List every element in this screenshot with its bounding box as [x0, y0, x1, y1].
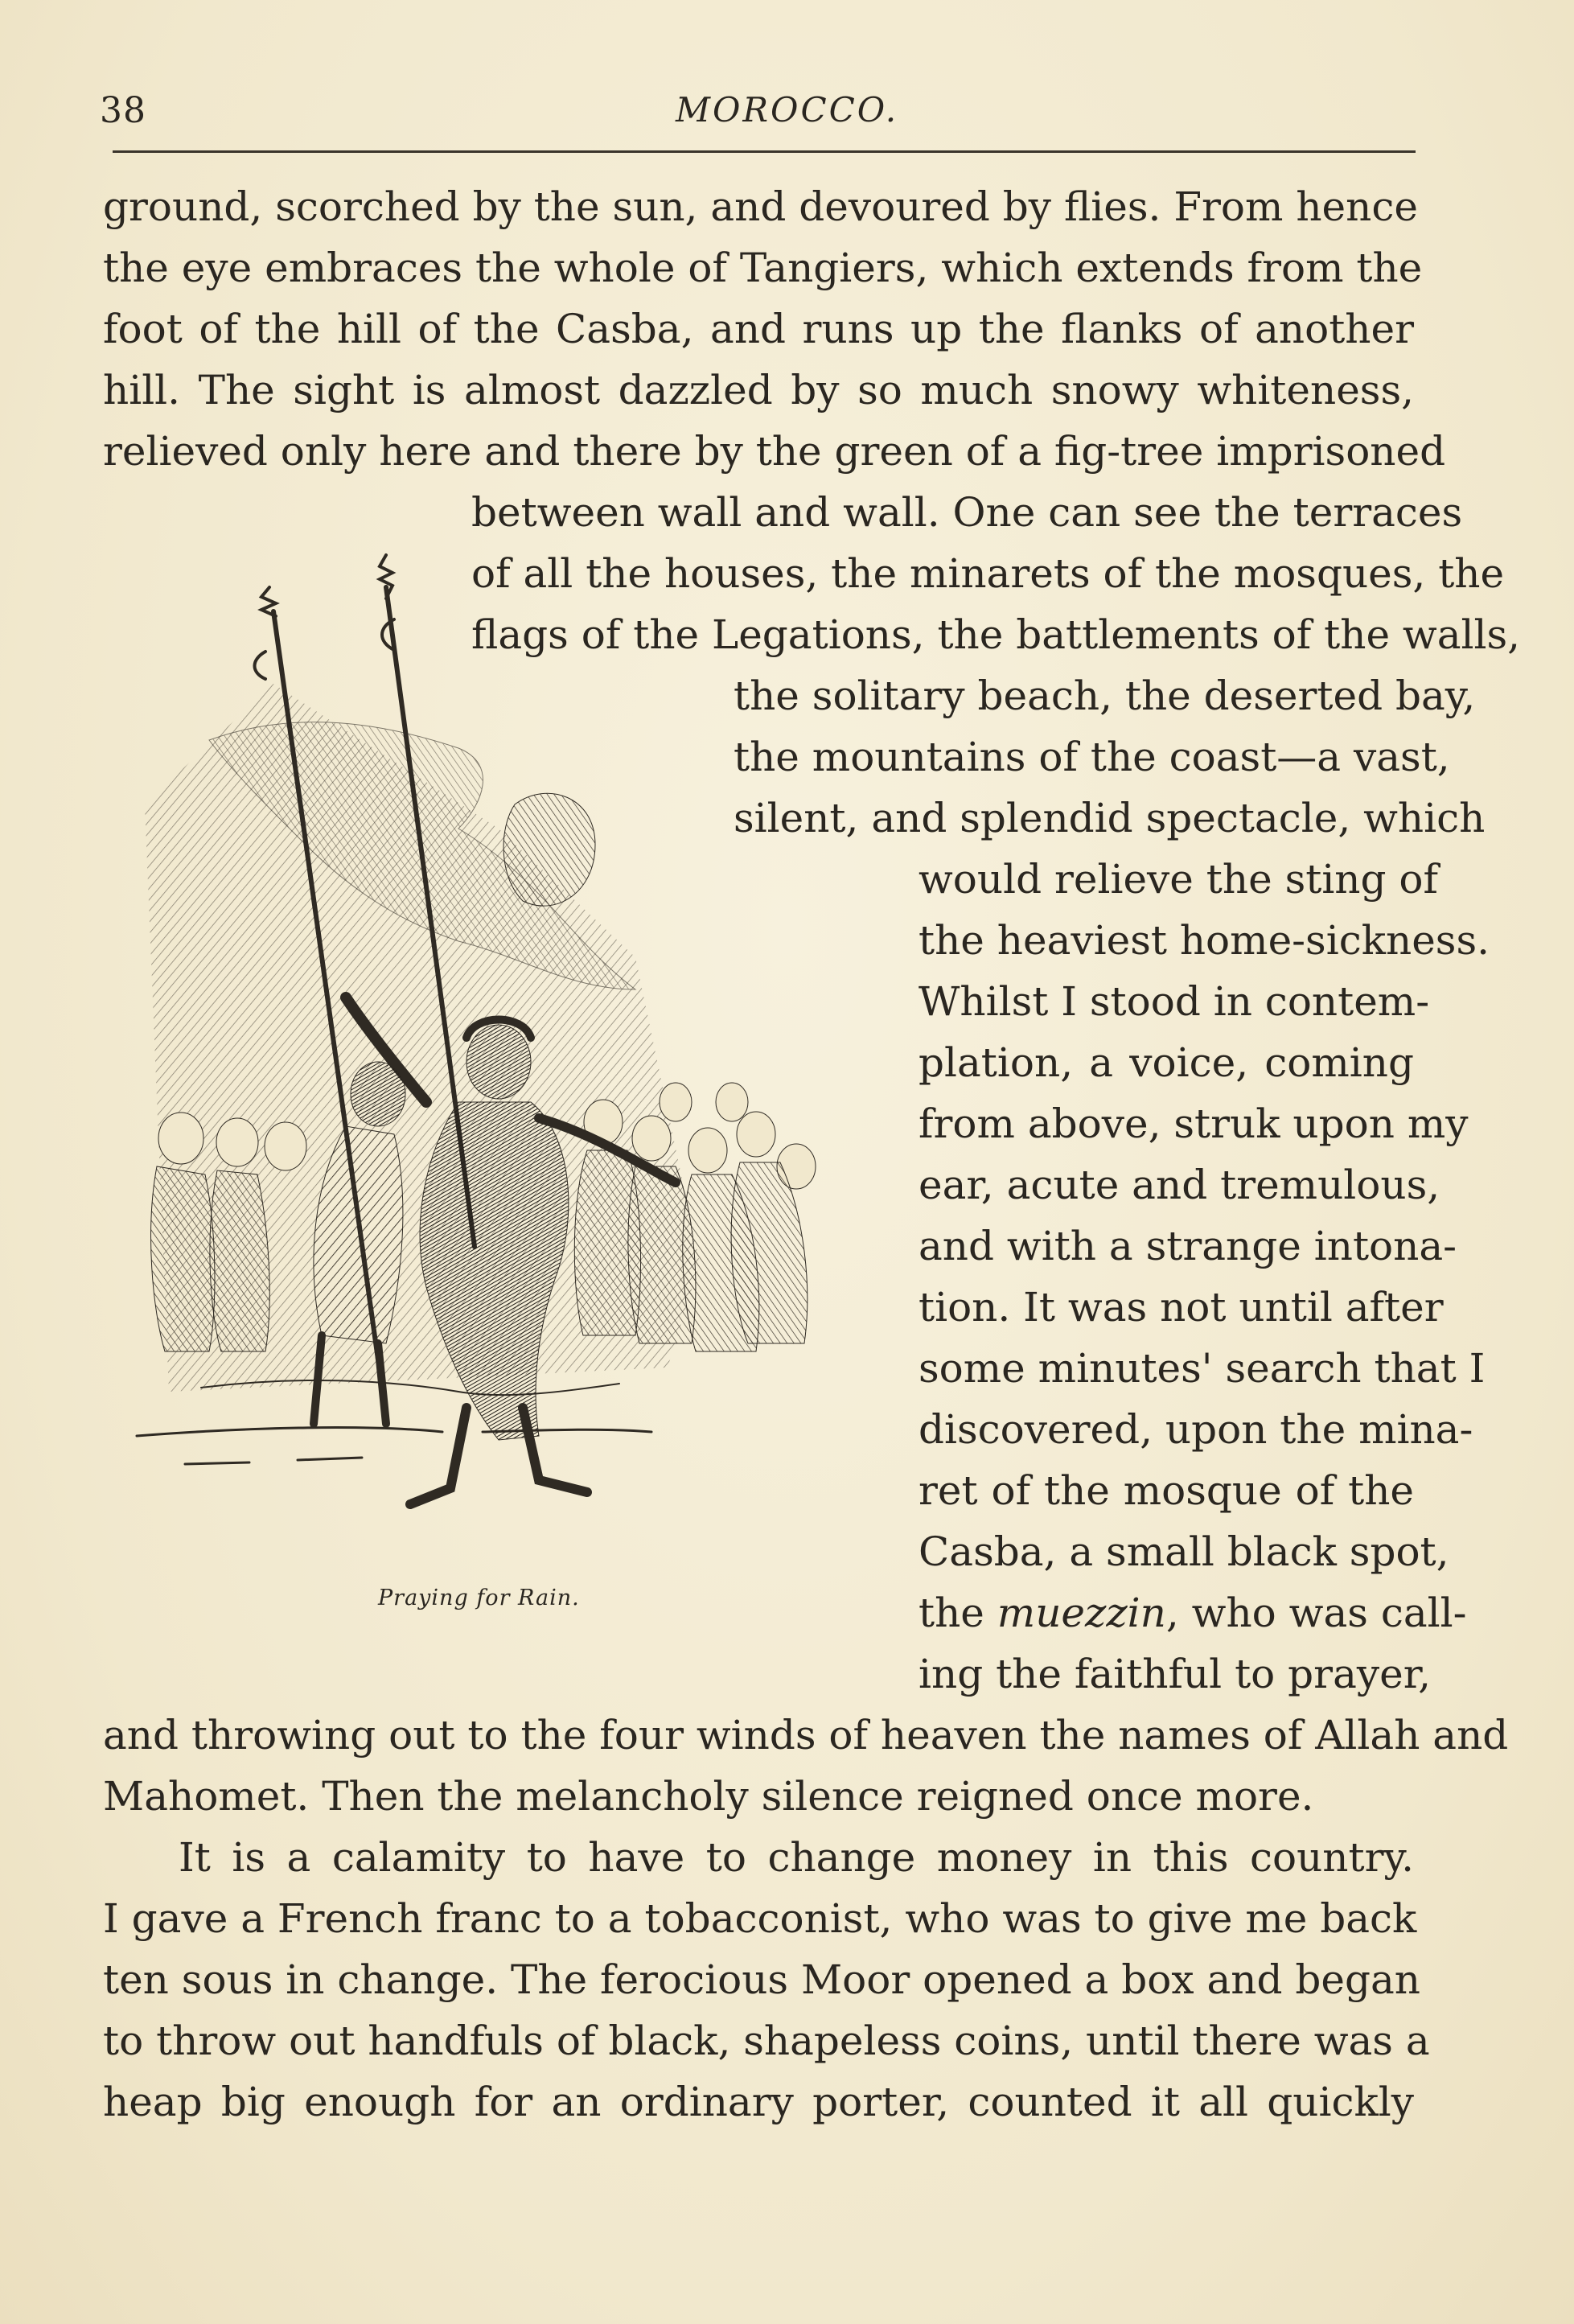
- body-line: heap big enough for an ordinary porter, counted it all quickly: [103, 2079, 1414, 2125]
- body-line: plation, a voice, coming: [919, 1039, 1414, 1086]
- body-line: hill. The sight is almost dazzled by so much snowy whiteness,: [103, 367, 1414, 413]
- body-line: Mahomet. Then the melancholy silence reigned once more.: [103, 1773, 1314, 1820]
- body-line: some minutes' search that I: [919, 1345, 1486, 1392]
- header-rule: [113, 150, 1416, 153]
- body-line: relieved only here and there by the green of a fig-tree imprisoned: [103, 428, 1446, 475]
- body-line: ground, scorched by the sun, and devoured by flies. From hence: [103, 183, 1418, 230]
- line-rest: , who was call-: [1165, 1590, 1467, 1636]
- body-line: silent, and splendid spectacle, which: [734, 795, 1486, 841]
- body-line: to throw out handfuls of black, shapeless coins, until there was a: [103, 2018, 1430, 2064]
- body-line: ear, acute and tremulous,: [919, 1162, 1440, 1208]
- praying-for-rain-engraving: [121, 539, 845, 1577]
- body-line: tion. It was not until after: [919, 1284, 1444, 1331]
- body-line: [919, 1587, 1467, 1639]
- body-line: and with a strange intona-: [919, 1223, 1457, 1269]
- body-line: the mountains of the coast—a vast,: [734, 734, 1450, 780]
- body-line: ret of the mosque of the: [919, 1467, 1414, 1514]
- body-line: ten sous in change. The ferocious Moor opened a box and began: [103, 1956, 1420, 2003]
- body-line: the solitary beach, the deserted bay,: [734, 673, 1476, 719]
- body-line: between wall and wall. One can see the terraces: [471, 489, 1463, 536]
- body-line: of all the houses, the minarets of the mosques, the: [471, 550, 1505, 597]
- page-number: 38: [100, 90, 146, 131]
- body-line: discovered, upon the mina-: [919, 1406, 1473, 1453]
- body-line: It is a calamity to have to change money in this country.: [179, 1834, 1414, 1881]
- body-line: ing the faithful to prayer,: [919, 1651, 1432, 1697]
- body-line: the eye embraces the whole of Tangiers, which extends from the: [103, 245, 1423, 291]
- body-line: I gave a French franc to a tobacconist, who was to give me back: [103, 1895, 1417, 1942]
- body-line: the heaviest home-sickness.: [919, 917, 1490, 964]
- body-line: from above, struk upon my: [919, 1100, 1469, 1147]
- body-line: Casba, a small black spot,: [919, 1528, 1449, 1575]
- body-line: Whilst I stood in contem-: [919, 978, 1430, 1025]
- illustration-caption: Praying for Rain.: [378, 1586, 580, 1610]
- body-line: would relieve the sting of: [919, 856, 1439, 903]
- body-line: and throwing out to the four winds of heaven the names of Allah and: [103, 1712, 1509, 1758]
- italic-word: muezzin: [997, 1590, 1166, 1636]
- line-word: the: [919, 1590, 984, 1636]
- body-line: flags of the Legations, the battlements of the walls,: [471, 611, 1521, 658]
- body-line: foot of the hill of the Casba, and runs up the flanks of another: [103, 306, 1414, 352]
- running-title: MOROCCO.: [675, 90, 899, 130]
